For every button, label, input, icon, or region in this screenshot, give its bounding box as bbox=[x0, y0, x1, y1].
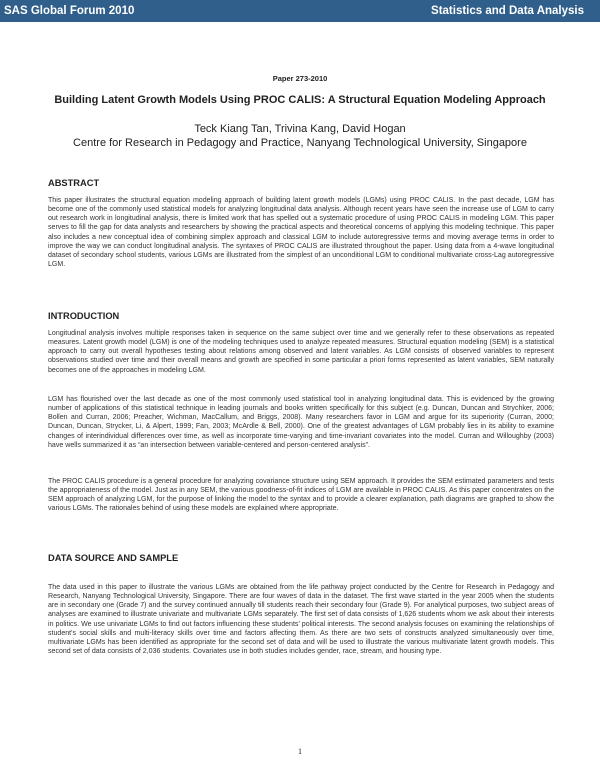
abstract-heading: ABSTRACT bbox=[48, 178, 100, 188]
introduction-paragraph-3: The PROC CALIS procedure is a general procedure for analyzing covariance structure using SEM approach. It provides the SEM estimated parameters and tests the appropriateness of the model. Just as in any SEM, the various goodness-of-fit indices of LGM are available in PROC CALIS. As this paper concentrates on the SEM approach of analyzing LGM, for the purpose of linking the model to the syntax and to provide a clearer explanation, path diagrams are graphed to show the various LGMs. The rationales behind of using these models are explained where appropriate. bbox=[48, 478, 554, 513]
paper-number: Paper 273-2010 bbox=[272, 74, 328, 83]
abstract-paragraph: This paper illustrates the structural equation modeling approach of building latent growth models (LGMs) using PROC CALIS. In the past decade, LGM has become one of the commonly used statistical models for analyzing longitudinal data analysis. Although recent years have seen the increase use of LGM to carry out research work in longitudinal analysis, there is limited work that has spelled out a systematic procedure of using PROC CALIS in modeling LGM. This paper serves to fill the gap for data analysts and researchers by showing the practical aspects and theoretical concerns of applying this modeling technique. This paper also includes a new conceptual idea of combining simplex approach and classical LGM to include autoregressive terms and moving average terms in order to improve the way we can conduct longitudinal analysis. The syntaxes of PROC CALIS are illustrated throughout the paper. Using data from a 4-wave longitudinal dataset of secondary school students, various LGMs are illustrated from the simplest of an unconditional LGM to conditional multivariate cross-Lag autoregressive LGM. bbox=[48, 197, 554, 269]
conference-name: SAS Global Forum 2010 bbox=[4, 5, 135, 17]
authors: Teck Kiang Tan, Trivina Kang, David Hogan bbox=[194, 123, 406, 135]
introduction-paragraph-2: LGM has flourished over the last decade as one of the most commonly used statistical tool in analyzing longitudinal data. This is evidenced by the growing number of applications of this statistical technique in leading journals and books written specifically for this subject (e.g. Duncan, Duncan and Strychker, 2006; Bollen and Curran, 2006; Preacher, Wichman, MacCallum, and Briggs, 2008). Many researchers favor in LGM and argue for its superiority (Curran, 2000; Duncan, Duncan, Strycker, Li, & Alpert, 1999; Fan, 2003; McArdle & Bell, 2000). One of the greatest advantages of LGM probably lies in its ability to examine changes of interindividual differences over time, as well as incorporate time-varying and time-invariant covariates into the model. Curran and Willoughby (2003) have wells summarized it as “an intersection between variable-centered and person-centered analysis”. bbox=[48, 396, 554, 449]
affiliation: Centre for Research in Pedagogy and Practice, Nanyang Technological University, Singapore bbox=[73, 137, 527, 149]
track-name: Statistics and Data Analysis bbox=[431, 5, 584, 17]
introduction-paragraph-1: Longitudinal analysis involves multiple responses taken in sequence on the same subject over time and we generally refer to these observations as repeated measures. Latent growth model (LGM) is one of the modeling techniques used to analyze repeated measures. Structural equation modeling (SEM) is a statistical approach to carry out overall hypotheses testing about relations among observed and latent variables. As LGM consists of observed variables to represent observations studied over time and their overall means and growth are specified in some particular a priori forms represented as latent variables, SEM naturally becomes one of the approaches in modeling LGM. bbox=[48, 330, 554, 374]
page-number: 1 bbox=[298, 747, 302, 756]
introduction-heading: INTRODUCTION bbox=[48, 311, 120, 321]
conference-header-bar bbox=[0, 0, 600, 22]
data-source-paragraph: The data used in this paper to illustrate the various LGMs are obtained from the life pathway project conducted by the Centre for Research in Pedagogy and Research, Nanyang Technological University, Singapore. There are four waves of data in the dataset. The first wave started in the year 2005 when the students are in secondary one (Grade 7) and the survey continued annually till students reach their secondary four (Grade 9). For analytical purposes, two subject areas of analyses are examined to illustrate univariate and multivariate LGMs separately. The first set of data consists of 1,626 students whom we ask about their interests in politics. We use univariate LGMs to find out factors influencing these students’ political interests. The second analysis focuses on examining the relationships of student's social skills and multi-literacy skills over time and factors affecting them. As there are two sets of constructs analyzed simultaneously over time, multivariate LGMs has been identified as appropriate for the second set of data and will be used to illustrate the various multivariate latent growth models. This second set of data consists of 2,036 students. Covariates use in both studies includes gender, race, stream, and housing type. bbox=[48, 584, 554, 656]
paper-title: Building Latent Growth Models Using PROC CALIS: A Structural Equation Modeling Approach bbox=[54, 94, 546, 106]
data-source-heading: DATA SOURCE AND SAMPLE bbox=[48, 553, 179, 563]
